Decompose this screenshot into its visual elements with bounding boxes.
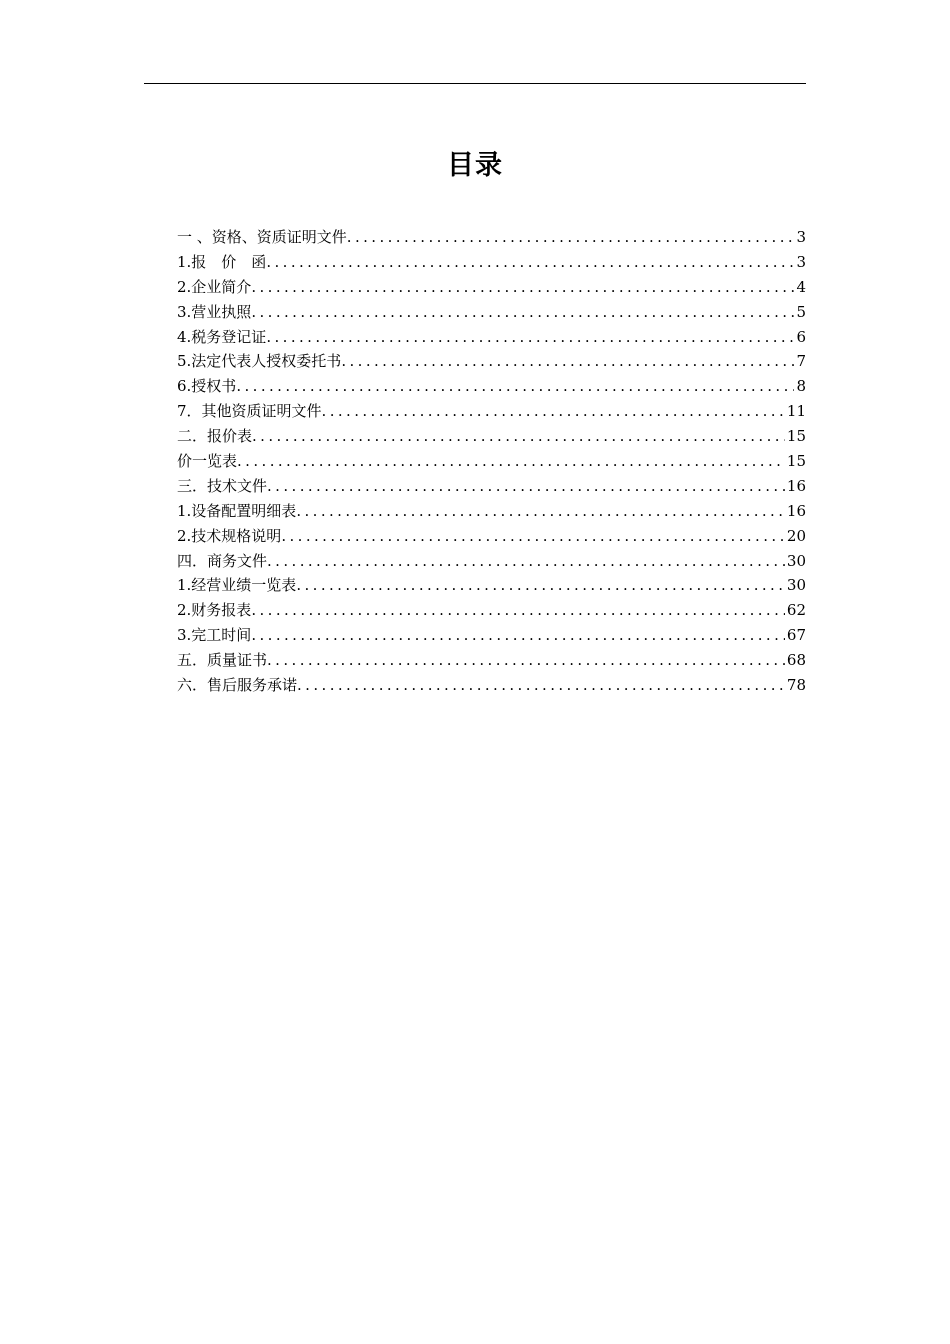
toc-entry[interactable] <box>177 648 806 673</box>
toc-dot-leader <box>237 449 785 474</box>
toc-entry-label: 7．其他资质证明文件 <box>177 402 322 421</box>
toc-dot-leader <box>251 623 785 648</box>
toc-dot-leader <box>251 275 794 300</box>
toc-entry-label: 3.完工时间 <box>177 626 252 645</box>
table-of-contents <box>177 225 806 698</box>
toc-dot-leader <box>267 549 785 574</box>
toc-dot-leader <box>297 673 785 698</box>
toc-entry-label: 五．质量证书 <box>177 651 268 670</box>
toc-dot-leader <box>236 374 794 399</box>
toc-entry-page: 30 <box>786 576 806 595</box>
toc-entry[interactable] <box>177 374 806 399</box>
toc-entry-label: 5.法定代表人授权委托书 <box>177 352 342 371</box>
toc-entry[interactable] <box>177 549 806 574</box>
toc-dot-leader <box>251 300 794 325</box>
toc-entry-label: 六．售后服务承诺 <box>177 676 298 695</box>
toc-entry-page: 3 <box>796 228 806 246</box>
toc-dot-leader <box>322 399 785 424</box>
toc-entry[interactable] <box>177 300 806 325</box>
toc-entry-page: 15 <box>786 427 806 446</box>
toc-entry-page: 16 <box>786 476 806 495</box>
toc-entry-page: 6 <box>796 327 806 346</box>
toc-entry-label: 2.技术规格说明 <box>177 526 282 545</box>
toc-dot-leader <box>251 598 785 623</box>
toc-entry-page: 5 <box>796 302 806 321</box>
toc-entry-page: 16 <box>786 501 806 520</box>
toc-entry-label: 1.经营业绩一览表 <box>177 576 297 595</box>
toc-entry[interactable] <box>177 573 806 598</box>
toc-entry-label: 一 、资格、资质证明文件 <box>177 228 347 246</box>
toc-entry-label: 三．技术文件 <box>177 476 268 495</box>
toc-entry-label: 2.财务报表 <box>177 601 252 620</box>
toc-entry-label: 4.税务登记证 <box>177 327 267 346</box>
toc-entry-page: 62 <box>786 601 806 620</box>
toc-entry[interactable] <box>177 275 806 300</box>
toc-dot-leader <box>267 648 785 673</box>
toc-entry-page: 68 <box>786 651 806 670</box>
toc-dot-leader <box>347 225 795 250</box>
toc-entry[interactable] <box>177 598 806 623</box>
toc-entry-page: 11 <box>786 402 806 421</box>
toc-entry-page: 30 <box>786 551 806 570</box>
toc-entry[interactable] <box>177 399 806 424</box>
toc-entry-page: 4 <box>796 277 806 296</box>
toc-dot-leader <box>296 573 785 598</box>
toc-entry[interactable] <box>177 499 806 524</box>
toc-entry-label: 3.营业执照 <box>177 302 252 321</box>
toc-entry[interactable] <box>177 325 806 350</box>
page-title: 目录 <box>447 150 503 182</box>
toc-dot-leader <box>267 474 785 499</box>
toc-entry-label: 1.报 价 函 <box>177 252 267 271</box>
toc-entry[interactable] <box>177 225 806 250</box>
toc-dot-leader <box>296 499 785 524</box>
toc-entry[interactable] <box>177 623 806 648</box>
toc-entry-page: 7 <box>796 352 806 371</box>
toc-entry[interactable] <box>177 349 806 374</box>
toc-entry-page: 3 <box>796 252 806 271</box>
toc-dot-leader <box>266 250 794 275</box>
toc-entry[interactable] <box>177 250 806 275</box>
toc-entry-page: 78 <box>786 676 806 695</box>
toc-entry[interactable] <box>177 474 806 499</box>
toc-entry-label: 1.设备配置明细表 <box>177 501 297 520</box>
toc-dot-leader <box>281 524 785 549</box>
toc-entry[interactable] <box>177 424 806 449</box>
toc-entry-label: 6.授权书 <box>177 377 237 396</box>
toc-dot-leader <box>252 424 785 449</box>
toc-entry-label: 二．报价表 <box>177 427 253 446</box>
header-rule <box>144 83 806 84</box>
toc-entry-label: 四．商务文件 <box>177 551 268 570</box>
toc-entry-label: 2.企业简介 <box>177 277 252 296</box>
toc-entry[interactable] <box>177 449 806 474</box>
toc-entry[interactable] <box>177 524 806 549</box>
toc-entry-page: 20 <box>786 526 806 545</box>
toc-dot-leader <box>341 349 794 374</box>
toc-entry-page: 15 <box>786 452 806 471</box>
toc-dot-leader <box>266 325 794 350</box>
toc-entry-page: 8 <box>796 377 806 396</box>
toc-entry-label: 价一览表 <box>177 452 238 471</box>
toc-entry-page: 67 <box>786 626 806 645</box>
toc-entry[interactable] <box>177 673 806 698</box>
